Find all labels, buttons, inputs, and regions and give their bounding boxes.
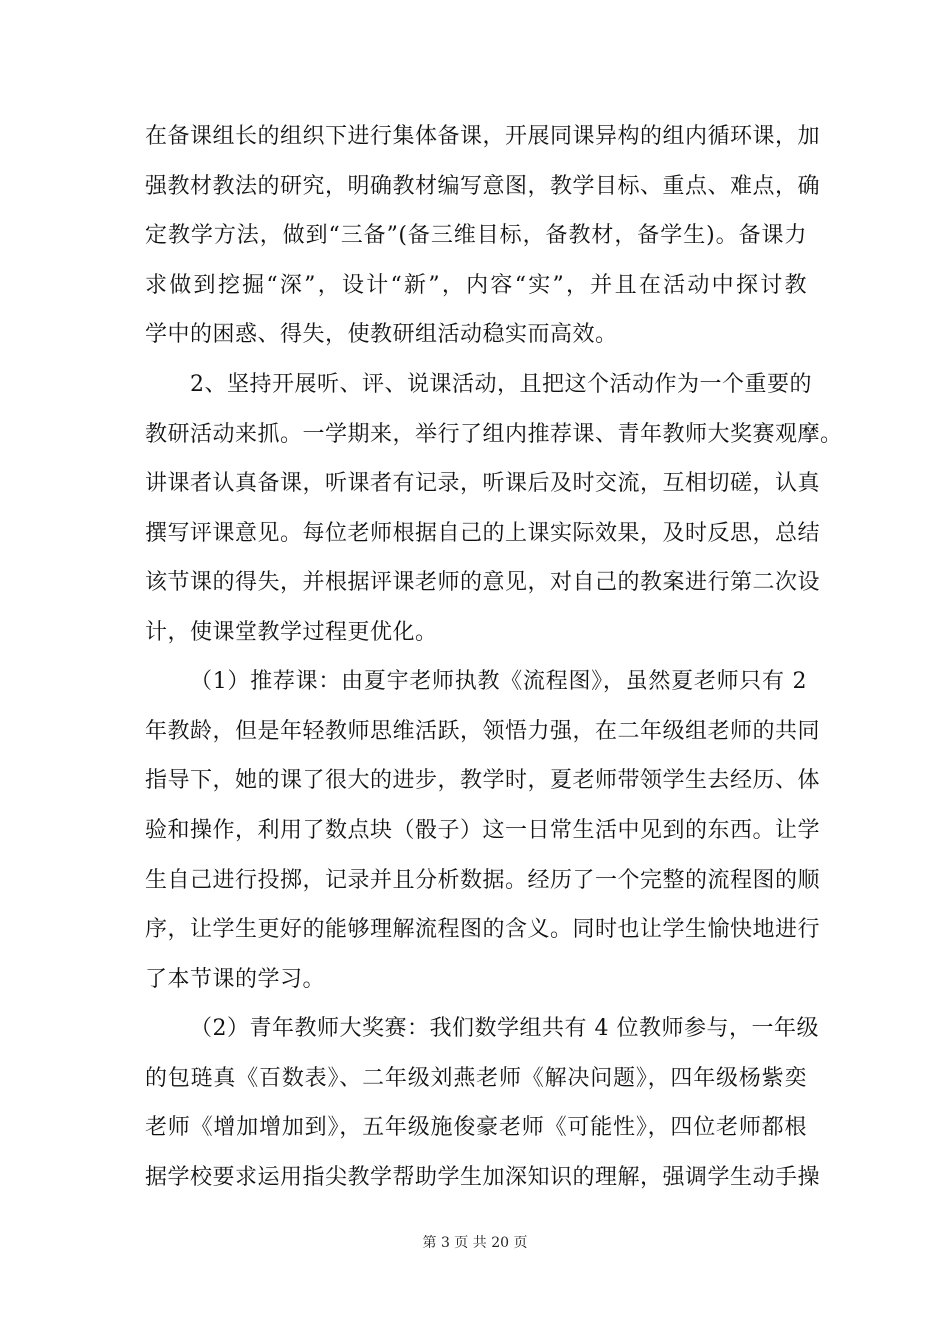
text-line: 据学校要求运用指尖教学帮助学生加深知识的理解，强调学生动手操 bbox=[145, 1165, 821, 1190]
text-line: 撰写评课意见。每位老师根据自己的上课实际效果，及时反思，总结 bbox=[145, 521, 821, 546]
text-line: 强教材教法的研究，明确教材编写意图，教学目标、重点、难点，确 bbox=[145, 174, 821, 199]
text-line: 计，使课堂教学过程更优化。 bbox=[145, 620, 438, 645]
text-line: 学中的困惑、得失，使教研组活动稳实而高效。 bbox=[145, 322, 618, 347]
text-line: 年教龄，但是年轻教师思维活跃，领悟力强，在二年级组老师的共同 bbox=[145, 719, 821, 744]
text-line: 求做到挖掘“深”，设计“新”，内容“实”，并且在活动中探讨教 bbox=[145, 273, 807, 298]
text-line: 的包琏真《百数表》、二年级刘燕老师《解决问题》，四年级杨紫奕 bbox=[145, 1066, 807, 1091]
text-line: 生自己进行投掷，记录并且分析数据。经历了一个完整的流程图的顺 bbox=[145, 868, 821, 893]
text-line: 指导下，她的课了很大的进步，教学时，夏老师带领学生去经历、体 bbox=[145, 768, 821, 793]
text-line: （1）推荐课：由夏宇老师执教《流程图》，虽然夏老师只有 2 bbox=[190, 669, 807, 694]
text-line: 序，让学生更好的能够理解流程图的含义。同时也让学生愉快地进行 bbox=[145, 917, 821, 942]
page-number-footer: 第 3 页 共 20 页 bbox=[422, 1235, 528, 1251]
text-line: 教研活动来抓。一学期来，举行了组内推荐课、青年教师大奖赛观摩。 bbox=[145, 422, 843, 447]
text-line: 老师《增加增加到》，五年级施俊豪老师《可能性》，四位老师都根 bbox=[145, 1115, 807, 1140]
text-line: 该节课的得失，并根据评课老师的意见，对自己的教案进行第二次设 bbox=[145, 570, 821, 595]
text-line: （2）青年教师大奖赛：我们数学组共有 4 位教师参与，一年级 bbox=[190, 1016, 819, 1041]
text-line: 了本节课的学习。 bbox=[145, 967, 326, 992]
text-line: 验和操作，利用了数点块（骰子）这一日常生活中见到的东西。让学 bbox=[145, 818, 821, 843]
text-line: 2、坚持开展听、评、说课活动，且把这个活动作为一个重要的 bbox=[190, 372, 812, 397]
text-line: 在备课组长的组织下进行集体备课，开展同课异构的组内循环课，加 bbox=[145, 124, 821, 149]
text-line: 定教学方法，做到“三备”(备三维目标，备教材，备学生)。备课力 bbox=[145, 223, 807, 248]
text-line: 讲课者认真备课，听课者有记录，听课后及时交流，互相切磋，认真 bbox=[145, 471, 821, 496]
